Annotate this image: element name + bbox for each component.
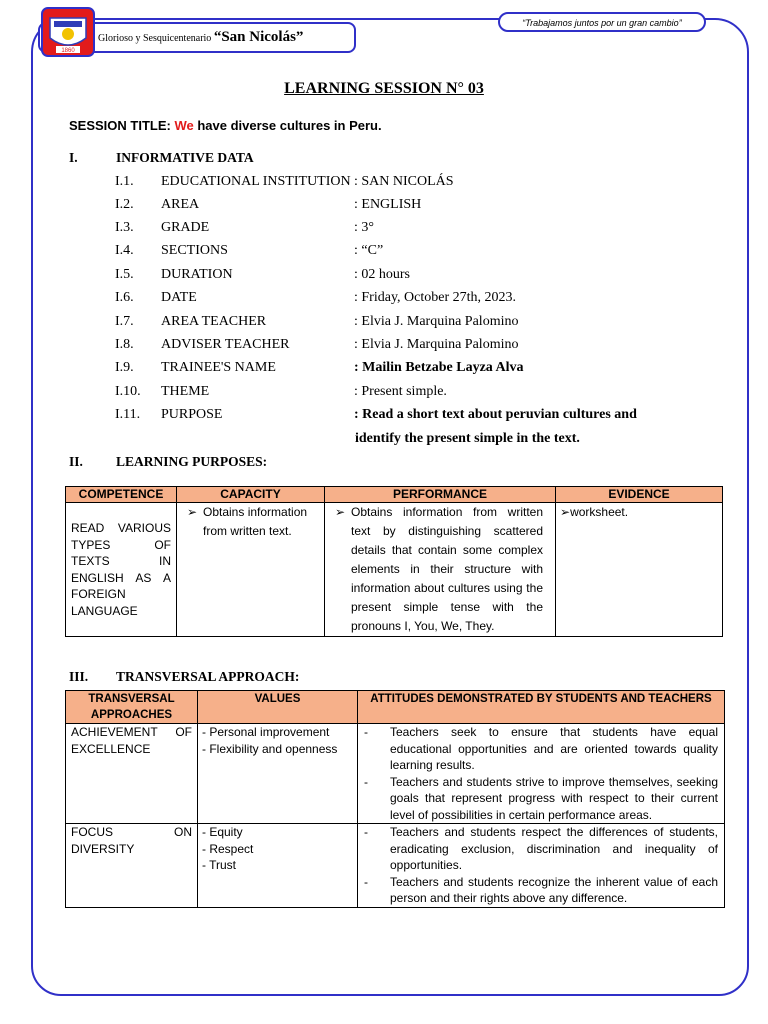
info-index: I.4. xyxy=(115,243,134,258)
attitude-text: Teachers and students strive to improve themselves, seeking goals that represent progress with respect to their current level of possibilities in certain performance areas. xyxy=(390,774,718,822)
values-cell xyxy=(198,824,358,908)
info-index: I.11. xyxy=(115,407,141,422)
evidence-cell xyxy=(556,503,723,637)
info-index: I.10. xyxy=(115,384,141,399)
value-item: - Personal improvement xyxy=(202,725,330,739)
purpose-continuation: identify the present simple in the text. xyxy=(355,431,580,446)
capacity-text: Obtains information from written text. xyxy=(203,505,308,538)
col-header-competence: COMPETENCE xyxy=(66,487,177,503)
dash-marker: - xyxy=(364,874,368,889)
section-number: II. xyxy=(69,454,83,469)
evidence-text: worksheet. xyxy=(570,505,629,519)
section-number: III. xyxy=(69,669,89,684)
info-index: I.6. xyxy=(115,290,134,305)
section-heading: LEARNING PURPOSES: xyxy=(116,454,268,469)
info-key: TRAINEE'S NAME xyxy=(161,360,276,375)
capacity-cell xyxy=(177,503,325,637)
info-value: : Read a short text about peruvian cultures and xyxy=(354,407,637,422)
approach-cell: ACHIEVEMENT OF EXCELLENCE xyxy=(66,724,198,824)
info-key: PURPOSE xyxy=(161,407,223,422)
section-heading: INFORMATIVE DATA xyxy=(116,150,254,165)
performance-text: Obtains information from written text by distinguishing scattered details that contain some complex elements in their structure with information about cultures using the present simple tense with the pronouns I, You, We, They. xyxy=(351,505,543,633)
dash-marker: - xyxy=(364,774,368,789)
value-item: - Trust xyxy=(202,858,237,872)
info-key: GRADE xyxy=(161,220,210,235)
document-title: LEARNING SESSION N° 03 xyxy=(284,80,484,97)
attitude-text: Teachers and students respect the differences of students, eradicating exclusion, discrimination and inequality of opportunities. xyxy=(390,825,718,872)
logo-year: 1860 xyxy=(61,48,75,54)
info-index: I.7. xyxy=(115,314,134,329)
bullet-icon: ➢ xyxy=(334,505,346,519)
motto-badge: “Trabajamos juntos por un gran cambio” xyxy=(498,12,706,32)
school-logo xyxy=(40,6,96,58)
section-number: I. xyxy=(69,150,78,165)
info-value: : SAN NICOLÁS xyxy=(354,174,454,189)
info-value: : Elvia J. Marquina Palomino xyxy=(354,314,519,329)
performance-cell xyxy=(325,503,556,637)
transversal-approach-table xyxy=(65,690,725,908)
section-heading: TRANSVERSAL APPROACH: xyxy=(116,669,300,684)
info-value: : Mailin Betzabe Layza Alva xyxy=(354,360,524,375)
attitude-text: Teachers and students recognize the inherent value of each person and their rights above any difference. xyxy=(390,874,718,905)
col-header-evidence: EVIDENCE xyxy=(556,487,723,503)
info-key: DURATION xyxy=(161,267,233,282)
info-index: I.9. xyxy=(115,360,134,375)
attitudes-cell xyxy=(358,724,725,824)
col-header-values: VALUES xyxy=(198,691,358,724)
session-title-highlight: We xyxy=(174,118,194,133)
info-index: I.5. xyxy=(115,267,134,282)
col-header-attitudes: ATTITUDES DEMONSTRATED BY STUDENTS AND TEACHERS xyxy=(358,691,725,724)
info-value: : 3° xyxy=(354,220,374,235)
approach-cell: FOCUS ON DIVERSITY xyxy=(66,824,198,908)
info-index: I.3. xyxy=(115,220,134,235)
info-index: I.8. xyxy=(115,337,134,352)
school-name xyxy=(98,29,303,46)
school-prefix: Glorioso y Sesquicentenario xyxy=(98,33,212,44)
info-key: AREA xyxy=(161,197,200,212)
info-value: : 02 hours xyxy=(354,267,410,282)
col-header-performance: PERFORMANCE xyxy=(325,487,556,503)
value-item: - Respect xyxy=(202,841,254,856)
bullet-icon: ➢ xyxy=(560,505,571,519)
learning-purposes-table xyxy=(65,486,723,637)
info-key: SECTIONS xyxy=(161,243,228,258)
section-transversal-approach xyxy=(69,669,469,687)
competence-cell: READ VARIOUS TYPES OF TEXTS IN ENGLISH AS A FOREIGN LANGUAGE xyxy=(66,503,177,637)
info-value: : Present simple. xyxy=(354,384,447,399)
section-informative-data xyxy=(69,150,469,168)
info-key: THEME xyxy=(161,384,210,399)
info-index: I.1. xyxy=(115,174,134,189)
school-title: “San Nicolás” xyxy=(213,29,304,45)
value-item: - Flexibility and openness xyxy=(202,741,338,756)
session-title-label: SESSION TITLE: xyxy=(69,118,171,133)
values-cell xyxy=(198,724,358,824)
info-value: : “C” xyxy=(354,243,384,258)
info-value: : Elvia J. Marquina Palomino xyxy=(354,337,519,352)
info-key: DATE xyxy=(161,290,197,305)
attitude-text: Teachers seek to ensure that students have equal educational opportunities and are oriented towards quality learning results. xyxy=(390,725,718,772)
info-key: EDUCATIONAL INSTITUTION xyxy=(161,174,351,189)
session-title xyxy=(69,118,382,133)
dash-marker: - xyxy=(364,725,368,739)
col-header-capacity: CAPACITY xyxy=(177,487,325,503)
col-header-approaches: TRANSVERSAL APPROACHES xyxy=(66,691,198,724)
section-learning-purposes xyxy=(69,454,469,472)
dash-marker: - xyxy=(364,825,368,839)
value-item: - Equity xyxy=(202,825,243,839)
info-key: AREA TEACHER xyxy=(161,314,267,329)
attitudes-cell xyxy=(358,824,725,908)
session-title-text: have diverse cultures in Peru. xyxy=(197,118,382,133)
bullet-icon: ➢ xyxy=(186,505,198,519)
info-value: : ENGLISH xyxy=(354,197,422,212)
info-index: I.2. xyxy=(115,197,134,212)
info-key: ADVISER TEACHER xyxy=(161,337,290,352)
info-value: : Friday, October 27th, 2023. xyxy=(354,290,517,305)
